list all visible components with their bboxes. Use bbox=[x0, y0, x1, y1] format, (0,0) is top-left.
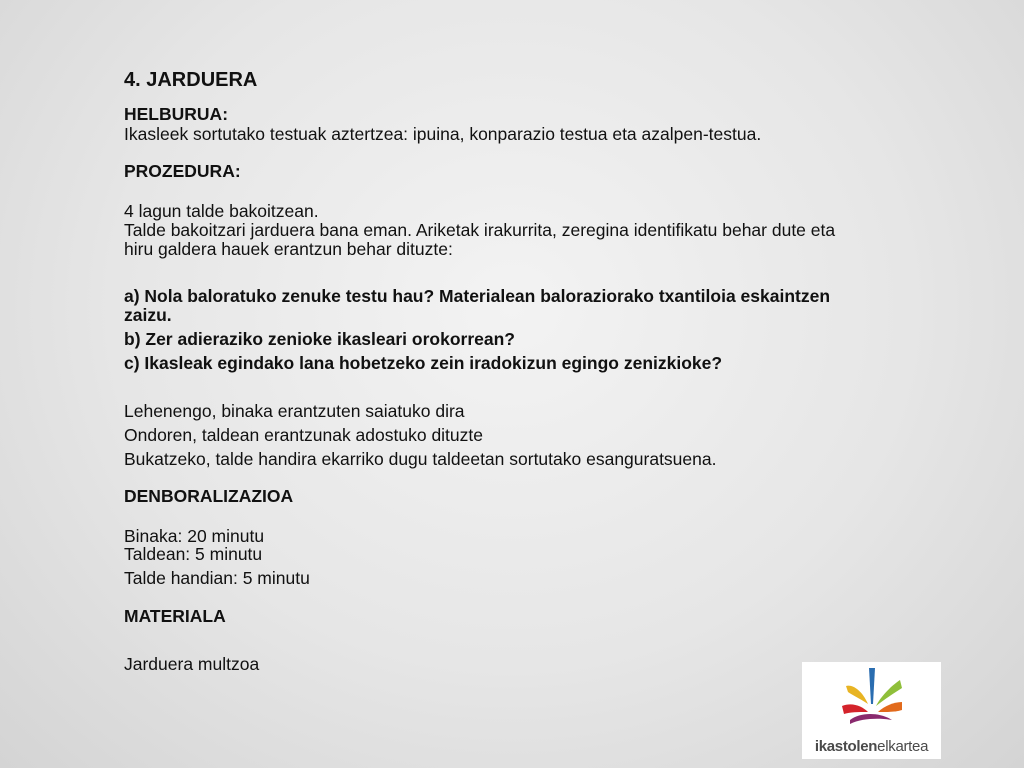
denboralizazioa-heading: DENBORALIZAZIOA bbox=[124, 486, 294, 506]
helburua-heading: HELBURUA: bbox=[124, 104, 229, 124]
step-line: Lehenengo, binaka erantzuten saiatuko dira bbox=[124, 401, 465, 421]
ikastolen-elkartea-logo bbox=[802, 662, 941, 759]
prozedura-line: 4 lagun talde bakoitzean. bbox=[124, 201, 319, 221]
question-c: c) Ikasleak egindako lana hobetzeko zein iradokizun egingo zenizkioke? bbox=[124, 353, 723, 373]
question-b: b) Zer adieraziko zenioke ikasleari orokorrean? bbox=[124, 329, 515, 349]
prozedura-heading: PROZEDURA: bbox=[124, 161, 241, 181]
slide-title: 4. JARDUERA bbox=[124, 69, 258, 91]
timing-line: Taldean: 5 minutu bbox=[124, 544, 263, 564]
sprouting-leaves-icon bbox=[802, 662, 941, 737]
logo-wordmark bbox=[802, 738, 941, 755]
timing-line: Talde handian: 5 minutu bbox=[124, 568, 310, 588]
question-a: a) Nola baloratuko zenuke testu hau? Materialean baloraziorako txantiloia eskaintzen bbox=[124, 286, 831, 306]
timing-line: Binaka: 20 minutu bbox=[124, 526, 265, 546]
prozedura-line: Talde bakoitzari jarduera bana eman. Ariketak irakurrita, zeregina identifikatu behar dute eta bbox=[124, 220, 836, 240]
step-line: Ondoren, taldean erantzunak adostuko dituzte bbox=[124, 425, 483, 445]
prozedura-line: hiru galdera hauek erantzun behar dituzte: bbox=[124, 239, 453, 259]
step-line: Bukatzeko, talde handira ekarriko dugu taldeetan sortutako esanguratsuena. bbox=[124, 449, 717, 469]
logo-wordmark-bold: ikastolen bbox=[814, 738, 878, 755]
logo-wordmark-light: elkartea bbox=[877, 738, 929, 755]
materiala-heading: MATERIALA bbox=[124, 606, 226, 626]
helburua-text: Ikasleek sortutako testuak aztertzea: ipuina, konparazio testua eta azalpen-testua. bbox=[124, 124, 762, 144]
question-a-continued: zaizu. bbox=[124, 305, 172, 325]
materiala-text: Jarduera multzoa bbox=[124, 654, 260, 674]
